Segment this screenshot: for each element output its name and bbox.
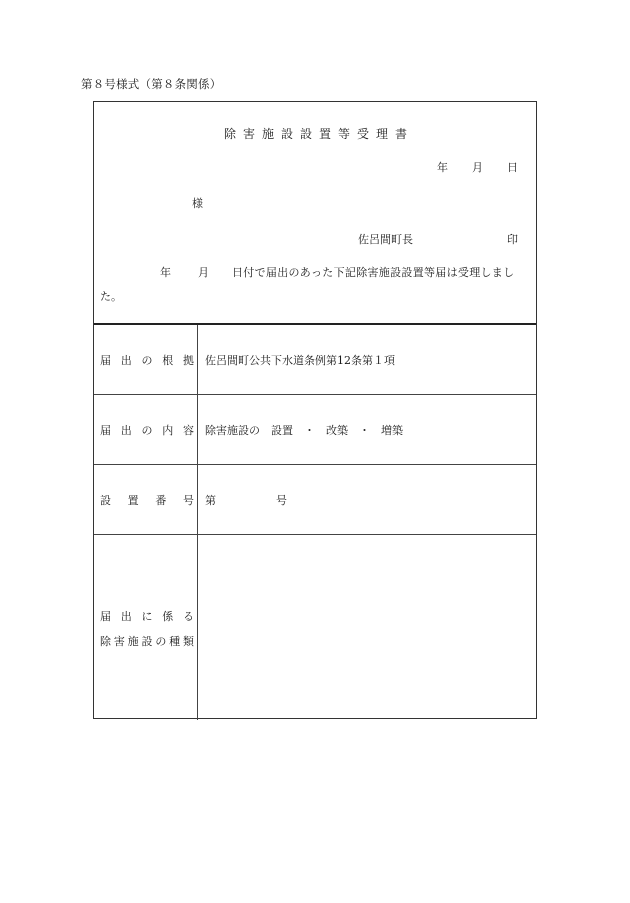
date-day: 日	[507, 161, 518, 174]
table-row-number	[94, 465, 536, 535]
date-top	[437, 159, 518, 175]
row-label-cell	[94, 465, 198, 534]
form-title: 除害施設設置等受理書	[223, 127, 414, 141]
seal-mark: 印	[507, 233, 518, 246]
number-suffix: 号	[276, 494, 287, 507]
row-value-number	[205, 492, 287, 508]
table-row-basis	[94, 325, 536, 395]
row-label-cell	[94, 535, 198, 720]
body-sentence: 日付で届出のあった下記除害施設設置等届は受理しまし	[232, 266, 515, 279]
body-sentence-cont: た。	[100, 290, 122, 303]
row-label-facility-line2: 除 害 施 設 の 種 類	[100, 635, 194, 648]
body-year: 年	[160, 266, 171, 279]
table-row-content	[94, 395, 536, 465]
row-label-cell	[94, 395, 198, 464]
form-header	[94, 102, 536, 325]
form-number: 第８号様式（第８条関係）	[81, 77, 222, 91]
number-prefix: 第	[205, 494, 216, 507]
addressee-suffix: 様	[192, 197, 203, 210]
body-month: 月	[198, 266, 209, 279]
row-label-cell	[94, 325, 198, 394]
row-value-basis: 佐呂間町公共下水道条例第12条第１項	[205, 354, 395, 367]
row-value-content: 除害施設の 設置 ・ 改築 ・ 増築	[205, 424, 403, 437]
table-row-facility-type	[94, 535, 536, 720]
row-label-facility-line1: 届 出 に 係 る	[100, 610, 194, 623]
row-label-basis: 届 出 の 根 拠	[100, 354, 194, 367]
date-year: 年	[437, 161, 448, 174]
form-frame	[93, 101, 537, 719]
issuer-name: 佐呂間町長	[358, 233, 413, 246]
row-label-content: 届 出 の 内 容	[100, 424, 194, 437]
row-label-number: 設 置 番 号	[100, 494, 194, 507]
date-month: 月	[472, 161, 483, 174]
